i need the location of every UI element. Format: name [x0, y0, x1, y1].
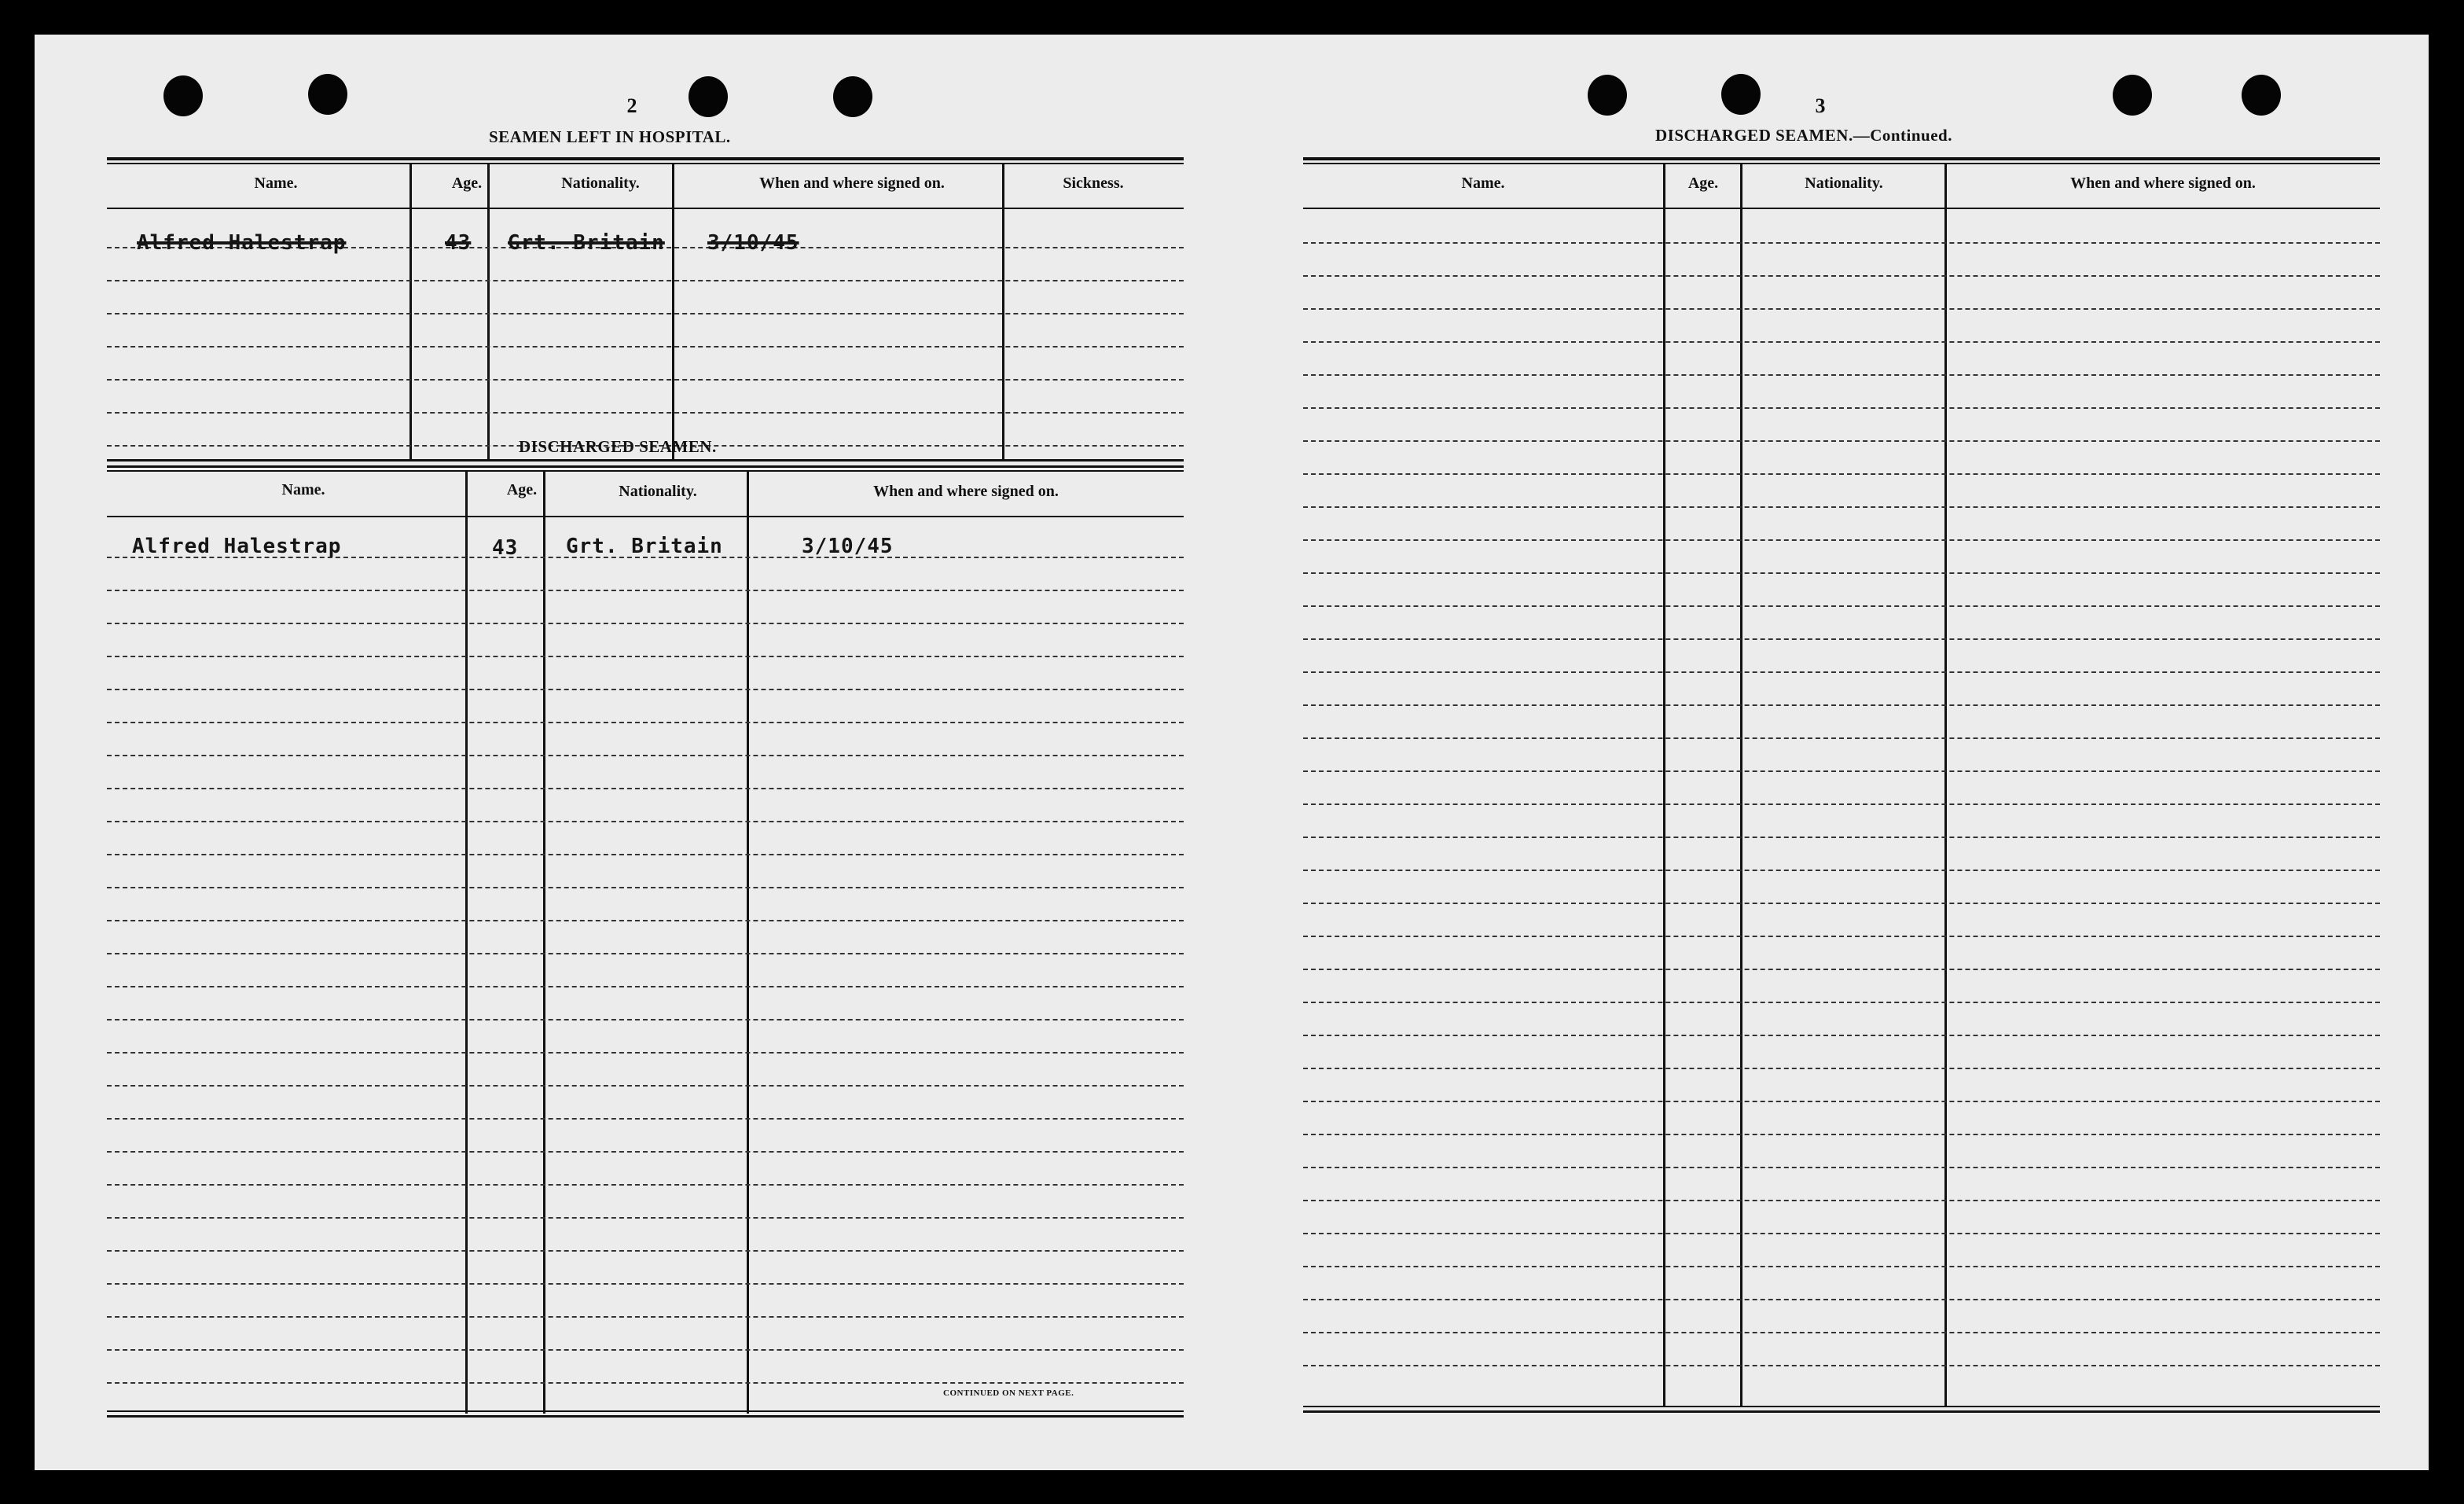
punch-hole — [2113, 75, 2152, 116]
punch-hole — [308, 74, 347, 115]
row-line — [107, 1019, 1184, 1020]
rule — [107, 516, 1184, 517]
row-line — [1303, 1167, 2380, 1168]
rule — [107, 208, 1184, 209]
row-line — [107, 1217, 1184, 1219]
discharged-entry-name: Alfred Halestrap — [132, 535, 342, 558]
row-line — [107, 346, 1184, 348]
hospital-section-title: SEAMEN LEFT IN HOSPITAL. — [489, 127, 731, 146]
column-divider — [1002, 164, 1004, 461]
rule — [1303, 157, 2380, 160]
row-line — [107, 788, 1184, 789]
row-line — [1303, 903, 2380, 904]
row-line — [107, 722, 1184, 723]
continued-note: CONTINUED ON NEXT PAGE. — [943, 1388, 1074, 1398]
rule — [1303, 163, 2380, 164]
row-line — [1303, 506, 2380, 508]
discharged-entry-signed-on: 3/10/45 — [802, 535, 894, 558]
row-line — [107, 1184, 1184, 1186]
row-line — [107, 590, 1184, 591]
row-line — [107, 1283, 1184, 1285]
row-line — [1303, 572, 2380, 574]
column-divider — [409, 164, 412, 461]
column-header-sickness: Sickness. — [1063, 175, 1124, 192]
row-line — [1303, 1134, 2380, 1135]
row-line — [1303, 671, 2380, 673]
rule — [107, 163, 1184, 164]
row-line — [1303, 473, 2380, 475]
column-divider — [1944, 164, 1947, 1407]
column-header-name: Name. — [281, 481, 325, 498]
row-line — [1303, 374, 2380, 376]
row-line — [1303, 1101, 2380, 1102]
column-header-signed-on: When and where signed on. — [873, 483, 1059, 500]
row-line — [1303, 870, 2380, 871]
rule — [1303, 1410, 2380, 1413]
rule — [107, 470, 1184, 472]
row-line — [107, 920, 1184, 921]
hospital-entry-name: Alfred Halestrap — [137, 231, 347, 255]
row-line — [107, 1250, 1184, 1252]
row-line — [107, 1085, 1184, 1087]
row-line — [107, 986, 1184, 987]
row-line — [1303, 539, 2380, 541]
row-line — [1303, 737, 2380, 739]
hospital-entry-nationality: Grt. Britain — [508, 231, 665, 255]
row-line — [1303, 1002, 2380, 1003]
column-divider — [672, 164, 674, 461]
row-line — [107, 887, 1184, 888]
hospital-entry-signed-on: 3/10/45 — [707, 231, 799, 255]
row-line — [1303, 242, 2380, 244]
discharged-entry-nationality: Grt. Britain — [566, 535, 723, 558]
row-line — [1303, 1068, 2380, 1069]
discharged-section-title: DISCHARGED SEAMEN. — [519, 437, 717, 456]
column-header-nationality: Nationality. — [561, 175, 640, 192]
discharged-continued-title: DISCHARGED SEAMEN.—Continued. — [1655, 126, 1952, 145]
row-line — [1303, 1200, 2380, 1201]
row-line — [1303, 407, 2380, 409]
row-line — [107, 953, 1184, 954]
row-line — [1303, 1299, 2380, 1300]
row-line — [1303, 837, 2380, 838]
row-line — [107, 1118, 1184, 1120]
row-line — [107, 1052, 1184, 1054]
column-header-name: Name. — [254, 175, 298, 192]
row-line — [1303, 341, 2380, 343]
row-line — [1303, 1233, 2380, 1234]
punch-hole — [163, 75, 203, 116]
column-divider — [747, 470, 749, 1414]
row-line — [1303, 1365, 2380, 1366]
row-line — [107, 280, 1184, 281]
column-divider — [1663, 164, 1665, 1407]
column-header-age: Age. — [1687, 175, 1719, 192]
rule — [1303, 208, 2380, 209]
punch-hole — [689, 76, 728, 117]
row-line — [1303, 803, 2380, 805]
row-line — [1303, 638, 2380, 640]
row-line — [107, 755, 1184, 756]
row-line — [107, 656, 1184, 657]
punch-hole — [1588, 75, 1627, 116]
column-header-nationality: Nationality. — [619, 483, 697, 500]
column-divider — [487, 164, 490, 461]
rule — [107, 1415, 1184, 1418]
row-line — [1303, 936, 2380, 937]
column-divider — [1740, 164, 1742, 1407]
row-line — [107, 412, 1184, 414]
discharged-entry-age: 43 — [492, 536, 519, 560]
row-line — [107, 821, 1184, 822]
rule — [107, 1410, 1184, 1412]
punch-hole — [1721, 74, 1761, 115]
row-line — [1303, 704, 2380, 706]
row-line — [1303, 770, 2380, 772]
column-header-signed-on: When and where signed on. — [2070, 175, 2256, 192]
row-line — [107, 623, 1184, 624]
rule — [107, 465, 1184, 468]
row-line — [107, 1349, 1184, 1351]
row-line — [1303, 440, 2380, 442]
rule — [107, 157, 1184, 160]
punch-hole — [2242, 75, 2281, 116]
hospital-entry-age: 43 — [445, 231, 472, 255]
column-header-name: Name. — [1461, 175, 1505, 192]
rule — [1303, 1406, 2380, 1407]
row-line — [107, 1382, 1184, 1384]
row-line — [107, 379, 1184, 381]
row-line — [107, 313, 1184, 314]
row-line — [1303, 1332, 2380, 1333]
column-header-age: Age. — [451, 175, 483, 192]
row-line — [107, 854, 1184, 855]
row-line — [1303, 275, 2380, 277]
row-line — [107, 1151, 1184, 1153]
row-line — [1303, 969, 2380, 970]
row-line — [107, 689, 1184, 690]
punch-hole — [833, 76, 872, 117]
row-line — [1303, 308, 2380, 310]
rule — [107, 459, 1184, 461]
row-line — [1303, 1035, 2380, 1036]
column-header-signed-on: When and where signed on. — [759, 175, 945, 192]
column-divider — [543, 470, 545, 1414]
page-number-left: 2 — [626, 94, 637, 117]
ledger-sheet — [35, 35, 2429, 1470]
column-header-age: Age. — [506, 481, 538, 498]
page-number-right: 3 — [1815, 94, 1826, 117]
row-line — [1303, 605, 2380, 607]
row-line — [107, 1316, 1184, 1318]
row-line — [1303, 1266, 2380, 1267]
column-header-nationality: Nationality. — [1805, 175, 1883, 192]
column-divider — [465, 470, 468, 1414]
